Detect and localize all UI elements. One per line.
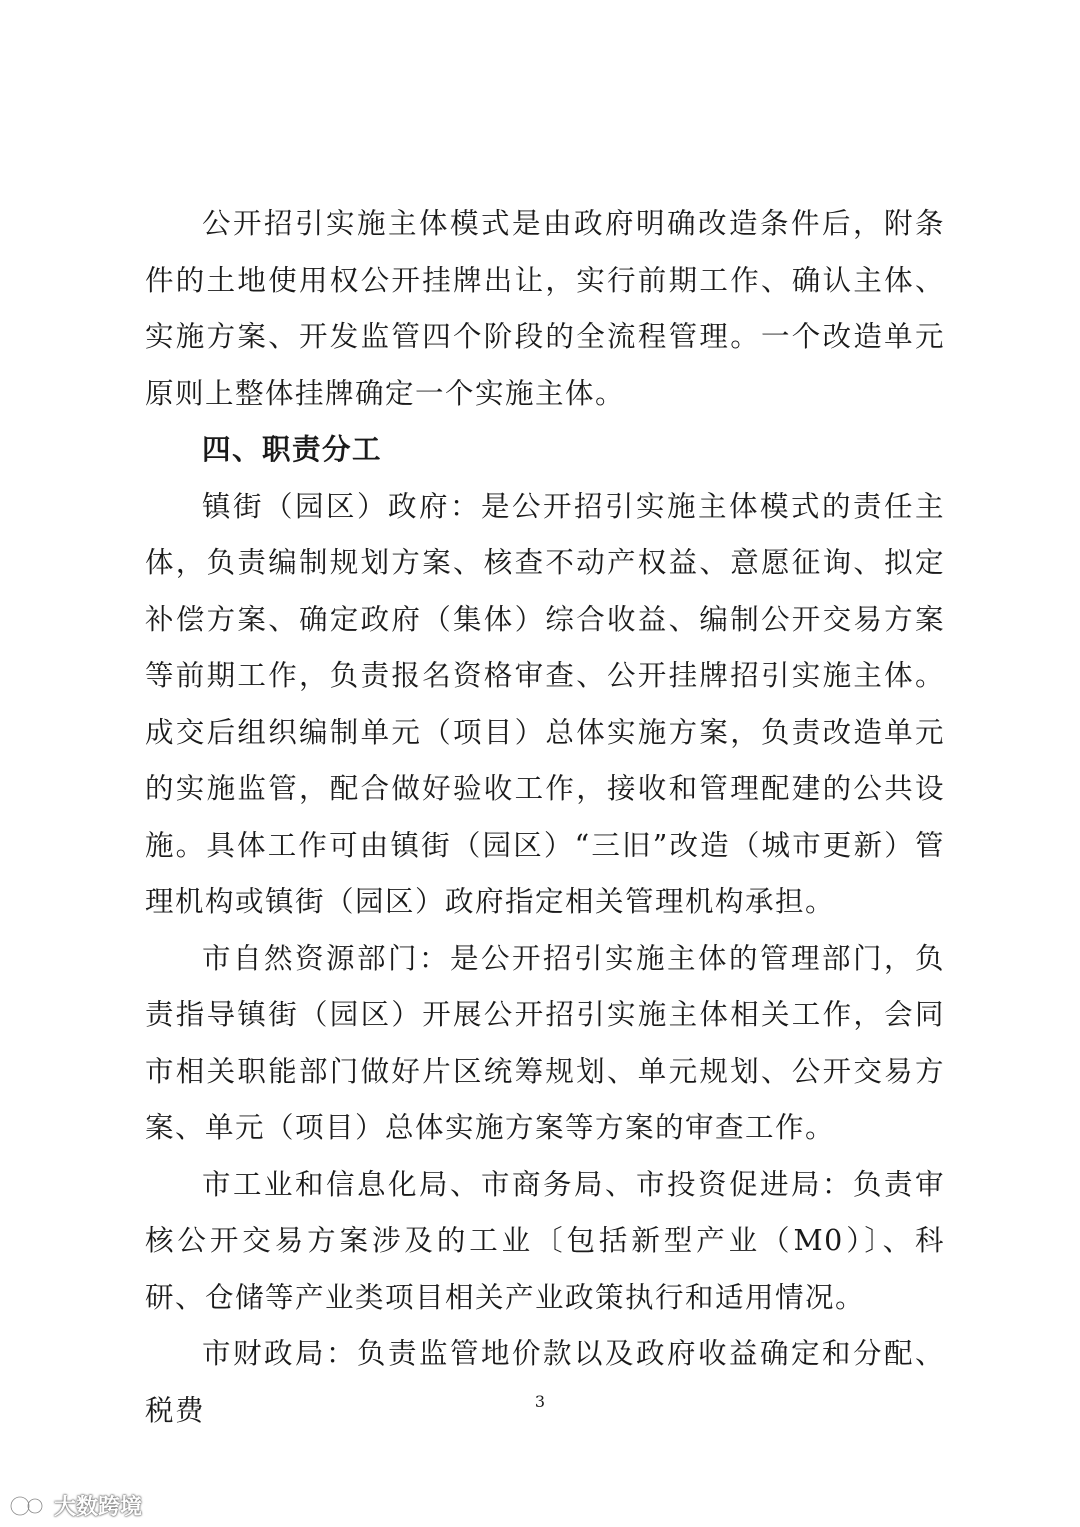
paragraph-town-government: 镇街（园区）政府：是公开招引实施主体模式的责任主体，负责编制规划方案、核查不动产权益、意愿征询、拟定补偿方案、确定政府（集体）综合收益、编制公开交易方案等前期工作，负责报名资格审查、公开挂牌招引实施主体。成交后组织编制单元（项目）总体实施方案，负责改造单元的实施监管，配合做好验收工作，接收和管理配建的公共设施。具体工作可由镇街（园区）“三旧”改造（城市更新）管理机构或镇街（园区）政府指定相关管理机构承担。 <box>145 489 945 918</box>
document-body <box>145 196 945 1439</box>
paragraph-industry-commerce: 市工业和信息化局、市商务局、市投资促进局：负责审核公开交易方案涉及的工业〔包括新型产业（M0）〕、科研、仓储等产业类项目相关产业政策执行和适用情况。 <box>145 1167 945 1314</box>
paragraph-finance-bureau: 市财政局：负责监管地价款以及政府收益确定和分配、税费 <box>145 1337 945 1427</box>
paragraph-natural-resources: 市自然资源部门：是公开招引实施主体的管理部门，负责指导镇街（园区）开展公开招引实施主体相关工作，会同市相关职能部门做好片区统筹规划、单元规划、公开交易方案、单元（项目）总体实施方案等方案的审查工作。 <box>145 941 945 1144</box>
watermark-text: 大数跨境 <box>54 1495 143 1520</box>
page-number: 3 <box>534 1392 546 1411</box>
watermark <box>8 1490 142 1521</box>
brand-logo-icon <box>8 1493 48 1519</box>
section-heading-responsibilities: 四、职责分工 <box>202 433 383 466</box>
paragraph-implementation-mode: 公开招引实施主体模式是由政府明确改造条件后，附条件的土地使用权公开挂牌出让，实行前期工作、确认主体、实施方案、开发监管四个阶段的全流程管理。一个改造单元原则上整体挂牌确定一个实施主体。 <box>145 207 945 410</box>
